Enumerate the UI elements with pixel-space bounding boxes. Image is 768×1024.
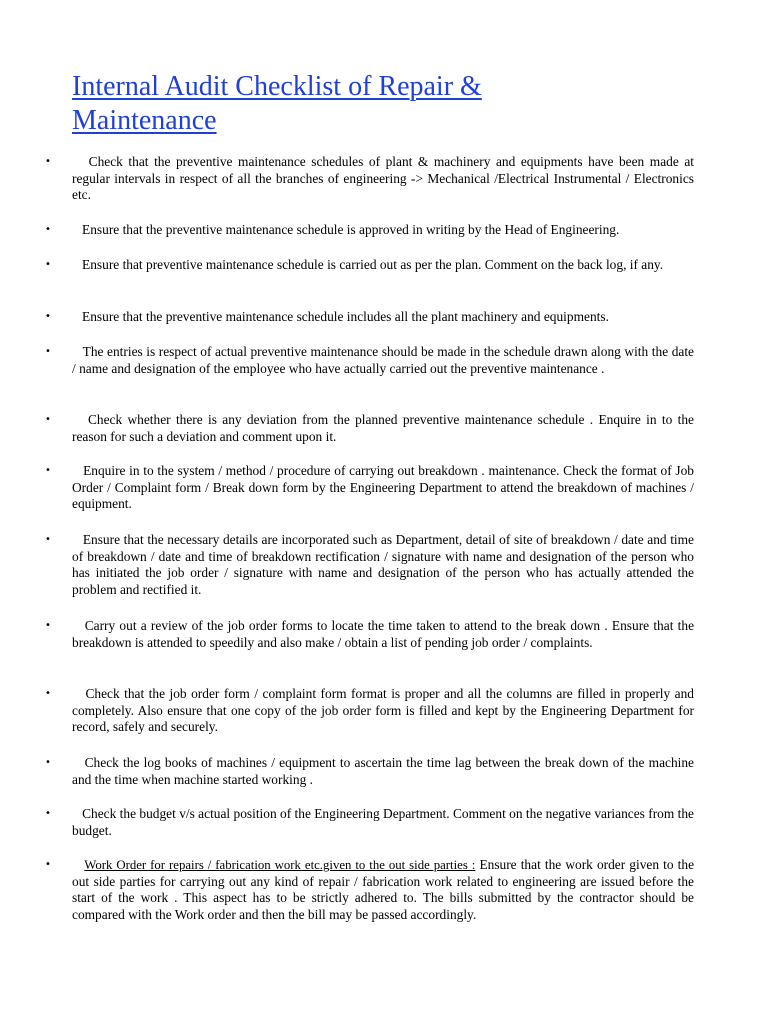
checklist-item [45,344,694,377]
work-order-heading: Work Order for repairs / fabrication work etc.given to the out side parties : [84,858,476,872]
checklist-item [45,412,694,445]
checklist-item [45,309,694,326]
bullet-icon: • [45,156,51,167]
bullet-icon: • [45,465,51,476]
bullet-icon: • [45,808,51,819]
bullet-icon: • [45,620,51,631]
bullet-icon: • [45,224,51,235]
checklist-item [45,806,695,839]
checklist-item [45,463,694,513]
checklist-item [45,618,695,651]
checklist-item [45,532,695,598]
bullet-icon: • [45,311,51,322]
checklist-item-text: Check whether there is any deviation from the planned preventive maintenance schedule . Enquire in to the reason for such a deviation and comment upon it. [72,412,694,444]
checklist-item-text: Enquire in to the system / method / procedure of carrying out breakdown . maintenance. Check the format of Job Order / Complaint form / Break down form by the Engineering Department to attend the breakdown of machines / equipment. [72,463,694,511]
checklist-item-text: Ensure that preventive maintenance schedule is carried out as per the plan. Comment on the back log, if any. [82,257,664,272]
bullet-icon: • [45,688,51,699]
bullet-icon: • [45,414,51,425]
checklist-item [45,257,694,274]
bullet-icon: • [45,757,51,768]
checklist-item-text: Check that the preventive maintenance schedules of plant & machinery and equipments have been made at regular intervals in respect of all the branches of engineering -> Mechanical /Electrical Instrumental / Electronics etc. [72,154,695,202]
bullet-icon: • [45,346,51,357]
page-title-line-1: Internal Audit Checklist of Repair & [72,71,482,102]
checklist-item-text [72,857,694,923]
checklist-item [45,755,695,788]
checklist-item [45,686,695,736]
checklist-item-text: Ensure that the necessary details are incorporated such as Department, detail of site of breakdown / date and time of breakdown / date and time of breakdown rectification / signature with name and designation of the person who has initiated the job order / signature with name and designation of the person who has actually attended the problem and rectified it. [72,532,695,597]
bullet-icon: • [45,259,51,270]
bullet-icon: • [45,859,51,870]
checklist-item [45,222,694,239]
checklist-item-text: Ensure that the preventive maintenance schedule includes all the plant machinery and equipments. [82,309,609,324]
checklist-item-text: Check the budget v/s actual position of the Engineering Department. Comment on the negative variances from the budget. [72,806,695,838]
work-order-text: Ensure that the work order given to the out side parties for carrying out any kind of repair / fabrication work related to engineering are issued before the start of the work . This aspect has to be strictly adhered to. The bills submitted by the contractor should be compared with the Work order and then the bill may be passed accordingly. [72,857,695,922]
checklist-item-text: The entries is respect of actual preventive maintenance should be made in the schedule drawn along with the date / name and designation of the employee who have actually carried out the preventive maintenance . [72,344,694,376]
checklist-item-text: Ensure that the preventive maintenance schedule is approved in writing by the Head of Engineering. [82,222,620,237]
checklist-item-text: Check that the job order form / complaint form format is proper and all the columns are filled in properly and completely. Also ensure that one copy of the job order form is filled and kept by the Engineering Department for record, safely and securely. [72,686,695,734]
checklist-item-text: Carry out a review of the job order forms to locate the time taken to attend to the break down . Ensure that the breakdown is attended to speedily and also make / obtain a list of pending job order / complaints. [72,618,695,650]
page-title-line-2: Maintenance [72,105,217,136]
page-title [72,70,712,138]
checklist-item [45,857,695,923]
checklist-item-text: Check the log books of machines / equipment to ascertain the time lag between the break down of the machine and the time when machine started working . [72,755,695,787]
bullet-icon: • [45,534,51,545]
checklist-item [45,154,695,204]
